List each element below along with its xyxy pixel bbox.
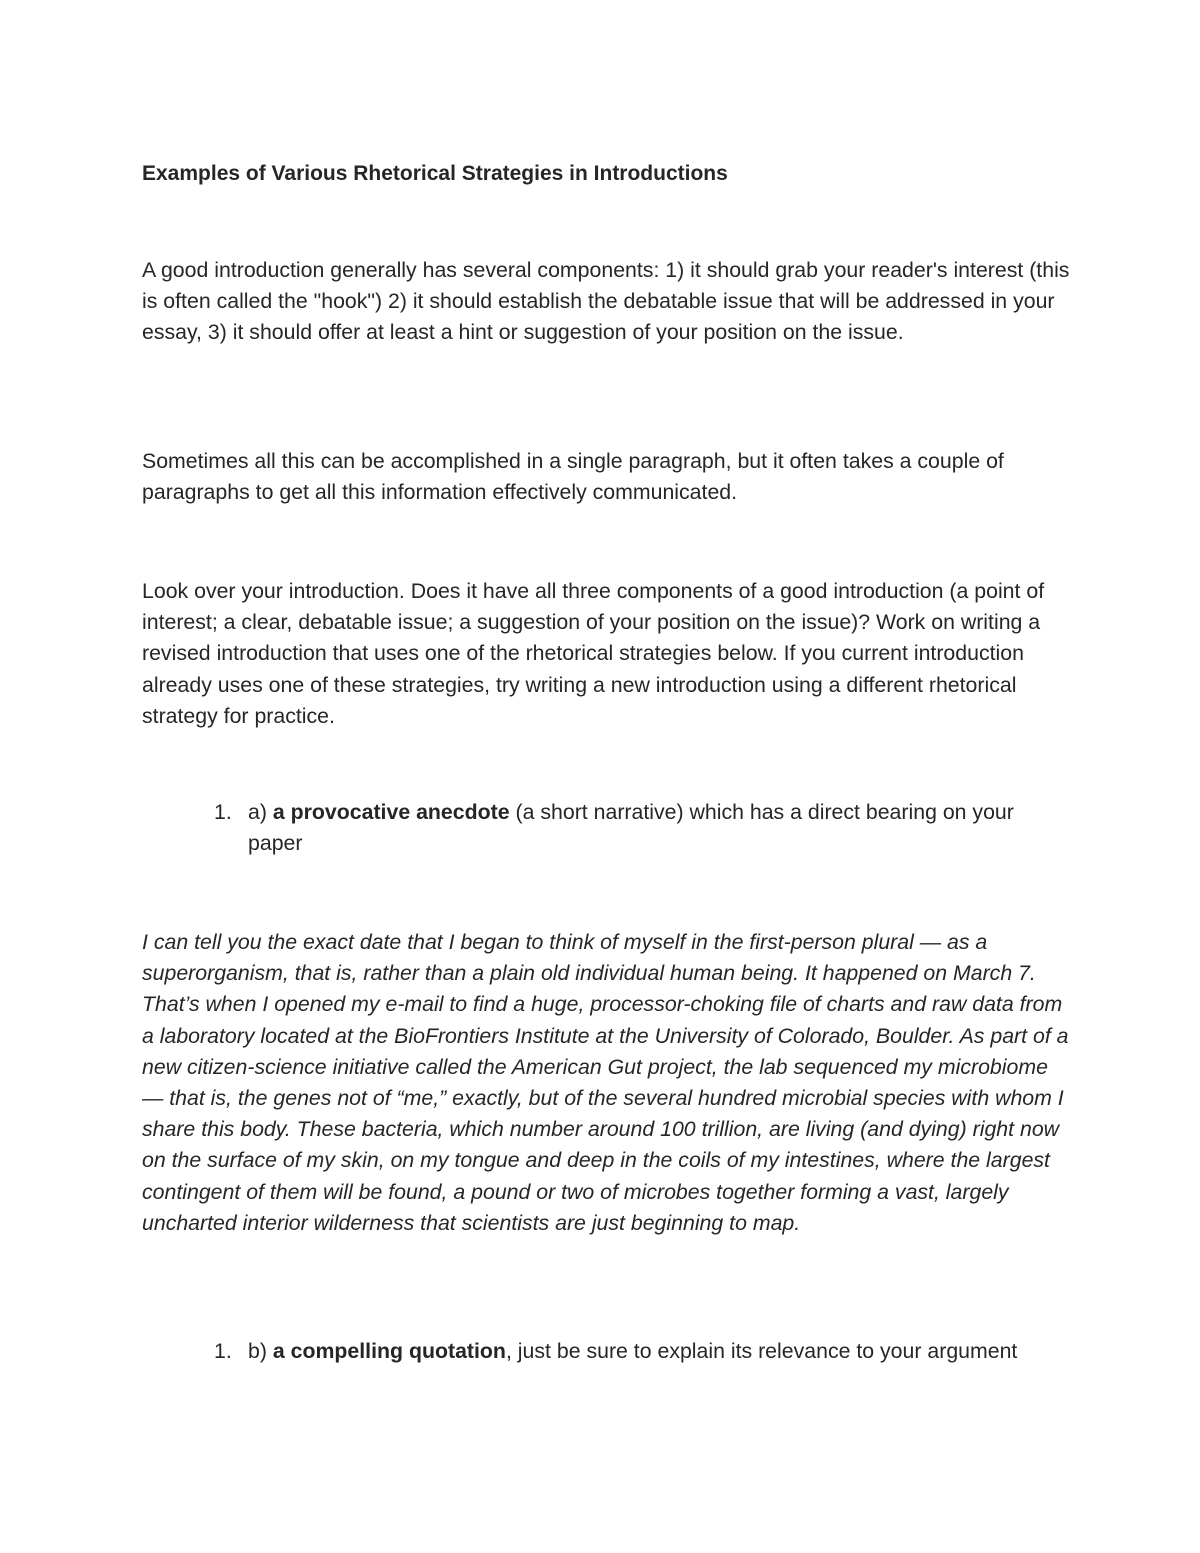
intro-paragraph-accomplished: Sometimes all this can be accomplished in a single paragraph, but it often takes a couple of paragraphs to get all this information effectively communicated. [142, 449, 1004, 505]
strategy-description: (a short narrative) which has a direct bearing on your paper [248, 800, 1014, 856]
list-item-prefix: b) [248, 1339, 273, 1363]
list-number: 1. [214, 1339, 232, 1363]
list-number: 1. [214, 800, 232, 824]
document-title: Examples of Various Rhetorical Strategies in Introductions [142, 162, 728, 185]
example-anecdote-quote: I can tell you the exact date that I began to think of myself in the first-person plural — as a superorganism, that is, rather than a plain old individual human being. It happened on March 7. That’s when I opened my e-mail to find a huge, processor-choking file of charts and raw data from a laboratory located at the BioFrontiers Institute at the University of Colorado, Boulder. As part of a new citizen-science initiative called the American Gut project, the lab sequenced my microbiome — that is, the genes not of “me,” exactly, but of the several hundred microbial species with whom I share this body. These bacteria, which number around 100 trillion, are living (and dying) right now on the surface of my skin, on my tongue and deep in the coils of my intestines, where the largest contingent of them will be found, a pound or two of microbes together forming a vast, largely uncharted interior wilderness that scientists are just beginning to map. [142, 930, 1069, 1235]
list-item-quotation [214, 1336, 1074, 1367]
strategy-name: a compelling quotation [272, 1339, 506, 1363]
intro-paragraph-instructions: Look over your introduction. Does it have all three components of a good introduction (a point of interest; a clear, debatable issue; a suggestion of your position on the issue)? Work on writing a revised introduction that uses one of the rhetorical strategies below. If you current introduction already uses one of these strategies, try writing a new introduction using a different rhetorical strategy for practice. [142, 579, 1045, 728]
list-item-text [248, 1336, 1074, 1367]
list-item-prefix: a) [248, 800, 273, 824]
list-item-anecdote [214, 797, 1074, 859]
strategy-name: a provocative anecdote [272, 800, 510, 824]
intro-paragraph-components: A good introduction generally has several components: 1) it should grab your reader's interest (this is often called the "hook") 2) it should establish the debatable issue that will be addressed in your essay, 3) it should offer at least a hint or suggestion of your position on the issue. [142, 258, 1070, 345]
list-item-text [248, 797, 1074, 859]
strategy-description: , just be sure to explain its relevance to your argument [505, 1339, 1018, 1363]
